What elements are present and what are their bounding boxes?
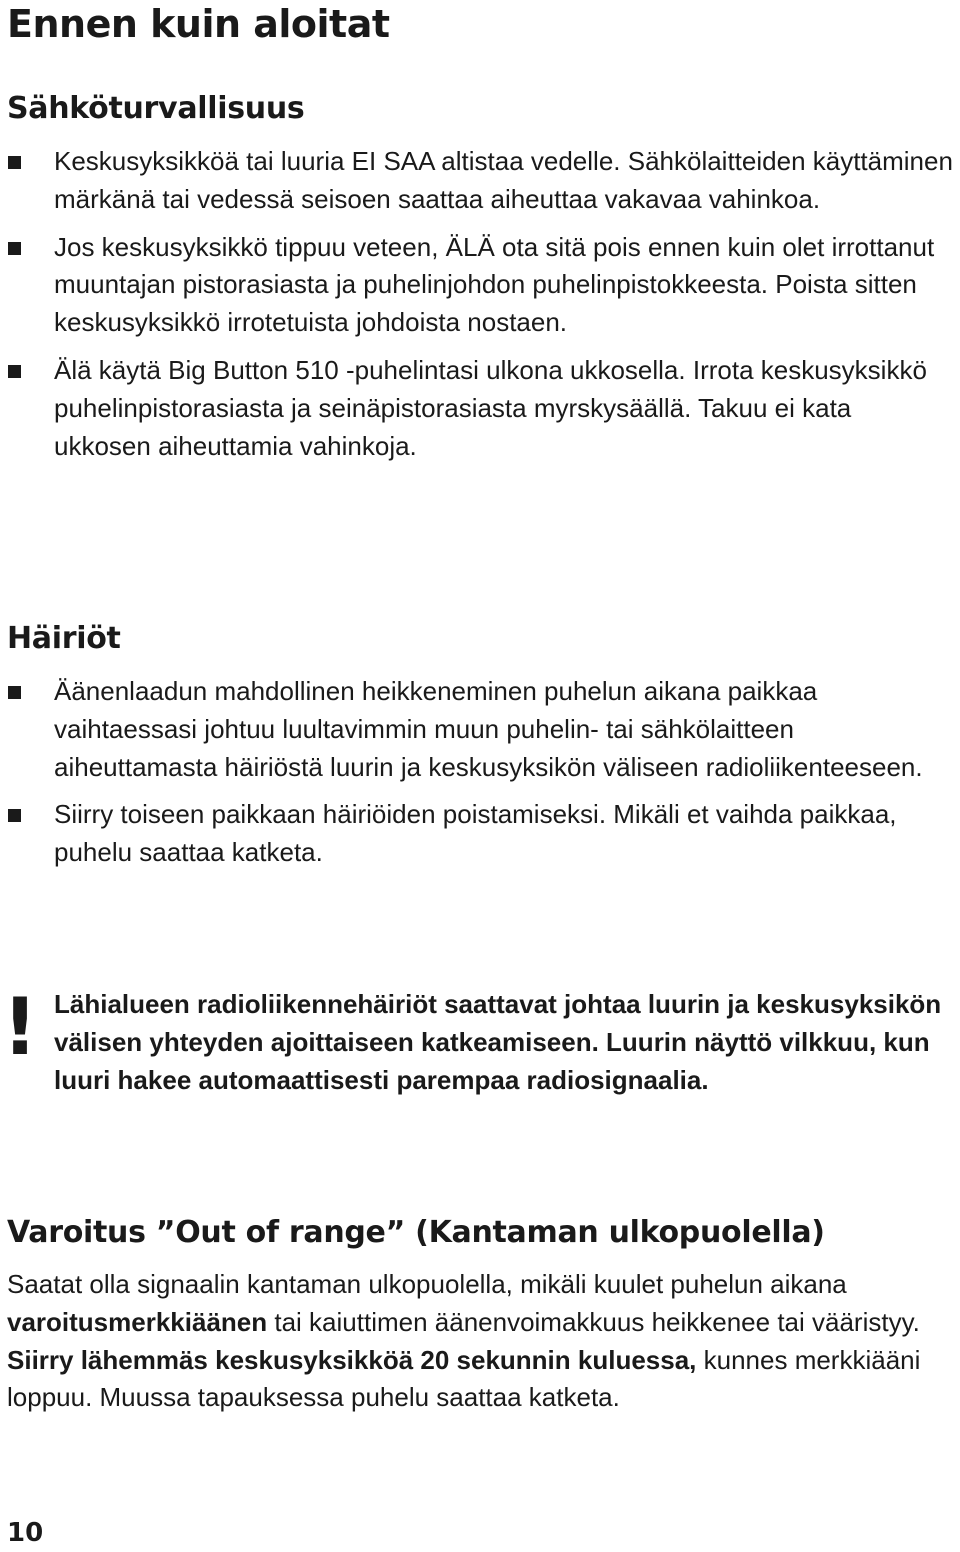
- section-heading-safety: Sähköturvallisuus: [7, 91, 305, 126]
- list-item-text: Äänenlaadun mahdollinen heikkeneminen puhelun aikana paikkaa vaihtaessasi johtuu luultavimmin muun puhelin- tai sähkölaitteen aiheuttamasta häiriöstä luurin ja keskusyksikön väliseen radioliikenteeseen.: [54, 676, 923, 782]
- section-heading-interference: Häiriöt: [7, 621, 121, 656]
- square-bullet-icon: [8, 809, 21, 822]
- range-bold-1: varoitusmerkkiäänen: [7, 1306, 268, 1337]
- warning-text: Lähialueen radioliikennehäiriöt saattavat johtaa luurin ja keskusyksikön välisen yhteyden ajoittaiseen katkeamiseen. Luurin näyttö vilkkuu, kun luuri hakee automaattisesti parempaa radiosignaalia.: [54, 989, 942, 1095]
- square-bullet-icon: [8, 365, 21, 378]
- interference-list: [0, 673, 960, 882]
- square-bullet-icon: [8, 686, 21, 699]
- page-title: Ennen kuin aloitat: [7, 2, 390, 46]
- section-heading-range: Varoitus ”Out of range” (Kantaman ulkopuolella): [7, 1215, 825, 1250]
- range-bold-2: Siirry lähemmäs keskusyksikköä 20 sekunnin kuluessa,: [7, 1344, 697, 1375]
- list-item: [0, 673, 960, 786]
- list-item: [0, 143, 960, 219]
- exclamation-icon: !: [2, 983, 38, 1073]
- list-item: [0, 796, 960, 872]
- page-number: 10: [7, 1518, 44, 1548]
- list-item: [0, 229, 960, 342]
- safety-list: [0, 143, 960, 475]
- square-bullet-icon: [8, 156, 21, 169]
- list-item-text: Siirry toiseen paikkaan häiriöiden poistamiseksi. Mikäli et vaihda paikkaa, puhelu saattaa katketa.: [54, 799, 897, 868]
- range-text-1: Saatat olla signaalin kantaman ulkopuolella, mikäli kuulet puhelun aikana: [7, 1269, 847, 1299]
- list-item: [0, 352, 960, 465]
- range-text-2: tai kaiuttimen äänenvoimakkuus heikkenee tai vääristyy.: [267, 1306, 920, 1337]
- square-bullet-icon: [8, 242, 21, 255]
- range-paragraph: [7, 1266, 957, 1417]
- range-text-3: kunnes merkkiääni loppuu. Muussa tapauksessa puhelu saattaa katketa.: [7, 1344, 921, 1413]
- list-item-text: Älä käytä Big Button 510 -puhelintasi ulkona ukkosella. Irrota keskusyksikkö puhelinpistorasiasta ja seinäpistorasiasta myrskysäällä. Takuu ei kata ukkosen aiheuttamia vahinkoja.: [54, 354, 927, 461]
- list-item-text: Keskusyksikköä tai luuria EI SAA altistaa vedelle. Sähkölaitteiden käyttäminen märkänä tai vedessä seisoen saattaa aiheuttaa vakavaa vahinkoa.: [54, 146, 953, 214]
- list-item-text: Jos keskusyksikkö tippuu veteen, ÄLÄ ota sitä pois ennen kuin olet irrottanut muuntajan pistorasiasta ja puhelinjohdon puhelinpistokkeesta. Poista sitten keskusyksikkö irrotetuista johdoista nostaen.: [54, 231, 935, 338]
